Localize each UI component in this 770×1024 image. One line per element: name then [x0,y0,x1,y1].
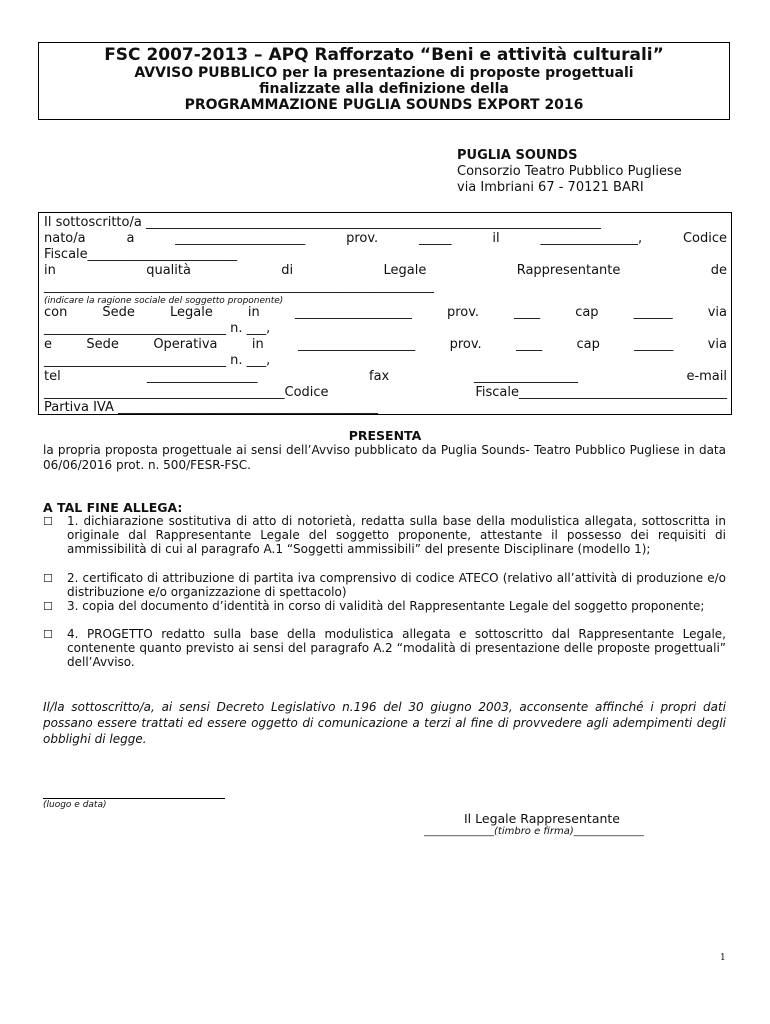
label-prov: prov. [346,231,379,246]
label-legale: Legale [383,263,427,278]
email-row [44,385,727,401]
tax-code-field[interactable]: Fiscale_______________________ [44,247,238,262]
name-field[interactable]: Il sottoscritto/a ______________________________________________________________________ [44,215,601,230]
attachments-heading: A TAL FINE ALLEGA: [43,500,183,515]
signature-line[interactable] [424,826,644,837]
checkbox-icon[interactable]: ☐ [43,600,53,613]
legal-seat-prov-field[interactable]: ____ [514,305,541,320]
label-de: de [710,263,727,278]
email-field[interactable]: _____________________________________Codice [44,385,329,400]
tel-field[interactable]: _________________ [147,369,258,384]
signature-line-left: ______________ [424,826,494,837]
label-prov-seat: prov. [446,305,480,320]
fax-field[interactable]: ________________ [474,369,578,384]
label-cap-op: cap [576,337,600,352]
place-date-label: (luogo e data) [43,800,107,810]
attachment-item-2 [43,571,726,599]
op-seat-prov-field[interactable]: ____ [516,337,543,352]
subtitle-line-3: PROGRAMMAZIONE PUGLIA SOUNDS EXPORT 2016 [184,97,584,113]
document-title: FSC 2007-2013 – APQ Rafforzato “Beni e attività culturali” [104,45,664,65]
label-in: in [44,263,56,278]
op-seat-city-field[interactable]: __________________ [298,337,416,352]
vat-field[interactable]: Partiva IVA ________________________________________ [44,400,378,415]
label-email: e-mail [686,369,727,384]
legal-seat-cap-field[interactable]: ______ [633,305,673,320]
label-nato: nato/a [44,231,86,246]
label-qualita: qualità [146,263,191,278]
label-tel: tel [44,369,61,384]
subtitle-line-2: finalizzate alla definizione della [259,81,509,97]
company-tax-code-field[interactable]: Fiscale________________________________ [475,385,727,400]
birthdate-field[interactable]: _______________, [540,231,643,246]
attachment-item-text: 2. certificato di attribuzione di partita iva comprensivo di codice ATECO (relativo all’attività di produzione e/o distribuzione e/o organizzazione di spettacolo) [67,571,726,599]
label-via: via [707,305,727,320]
title-box [38,42,730,120]
label-via-op: via [707,337,727,352]
label-rappresentante: Rappresentante [516,263,621,278]
label-operativa: Operativa [153,337,218,352]
birth-prov-field[interactable]: _____ [419,231,452,246]
recipient-block [457,148,682,196]
recipient-org: Consorzio Teatro Pubblico Pugliese [457,164,682,179]
label-cap: cap [575,305,599,320]
subtitle-line-1: AVVISO PUBBLICO per la presentazione di proposte progettuali [134,65,634,81]
attachment-item-text: 4. PROGETTO redatto sulla base della modulistica allegata e sottoscritto dal Rappresentante Legale, contenente quanto previsto ai sensi del paragrafo A.2 “modalità di presentazione delle proposte progettuali” dell’Avviso. [67,627,726,669]
birth-row [44,231,727,247]
legal-seat-street-field[interactable]: ____________________________ n. ___, [44,321,271,336]
presenta-text: la propria proposta progettuale ai sensi dell’Avviso pubblicato da Puglia Sounds- Teatro Pubblico Pugliese in data 06/06/2016 prot. n. 500/FESR-FSC. [43,443,726,472]
checkbox-icon[interactable]: ☐ [43,572,53,585]
legal-rep-label: Il Legale Rappresentante [464,811,620,826]
label-sede: Sede [102,305,135,320]
recipient-name: PUGLIA SOUNDS [457,148,578,163]
company-name-note: (indicare la ragione sociale del soggetto proponente) [44,296,284,306]
signature-line-right: ______________ [573,826,644,837]
label-a: a [126,231,135,246]
operative-seat-row [44,337,727,353]
legal-seat-row [44,305,727,321]
label-di: di [281,263,294,278]
presenta-heading: PRESENTA [348,428,422,443]
op-seat-cap-field[interactable]: ______ [634,337,674,352]
attachment-item-1 [43,514,726,556]
label-fax: fax [369,369,390,384]
page-number: 1 [720,953,726,963]
label-il: il [492,231,500,246]
label-in-seat: in [247,305,260,320]
label-con: con [44,305,68,320]
label-e: e [44,337,52,352]
attachment-item-text: 1. dichiarazione sostitutiva di atto di notorietà, redatta sulla base della modulistica allegata, sottoscritta in originale dal Rappresentante Legale del soggetto proponente, attestante il possesso dei requisiti di ammissibilità di cui al paragrafo A.1 “Soggetti ammissibili” del presente Disciplinare (modello 1); [67,514,726,556]
attachment-item-4 [43,627,726,669]
checkbox-icon[interactable]: ☐ [43,628,53,641]
label-prov-op: prov. [449,337,482,352]
legal-seat-city-field[interactable]: __________________ [294,305,412,320]
place-date-line[interactable] [43,798,225,799]
company-name-field[interactable]: ____________________________________________________________ [44,279,434,294]
checkbox-icon[interactable]: ☐ [43,515,53,528]
privacy-consent: Il/la sottoscritto/a, ai sensi Decreto Legislativo n.196 del 30 giugno 2003, acconsente affinché i propri dati possano essere trattati ed essere oggetto di comunicazione a terzi al fine di provvedere agli adempimenti degli obblighi di legge. [43,700,726,746]
recipient-address: via Imbriani 67 - 70121 BARI [457,180,644,195]
op-seat-street-field[interactable]: ____________________________ n. ___, [44,353,271,368]
label-legale-seat: Legale [170,305,213,320]
attachment-item-3 [43,599,726,613]
stamp-label: (timbro e firma) [494,826,574,837]
applicant-form [38,212,732,415]
role-row [44,263,727,279]
birthplace-field[interactable]: ____________________ [175,231,306,246]
label-in-op: in [251,337,264,352]
attachment-item-text: 3. copia del documento d’identità in corso di validità del Rappresentante Legale del soggetto proponente; [67,599,705,613]
label-sede-op: Sede [86,337,119,352]
label-codice: Codice [682,231,727,246]
